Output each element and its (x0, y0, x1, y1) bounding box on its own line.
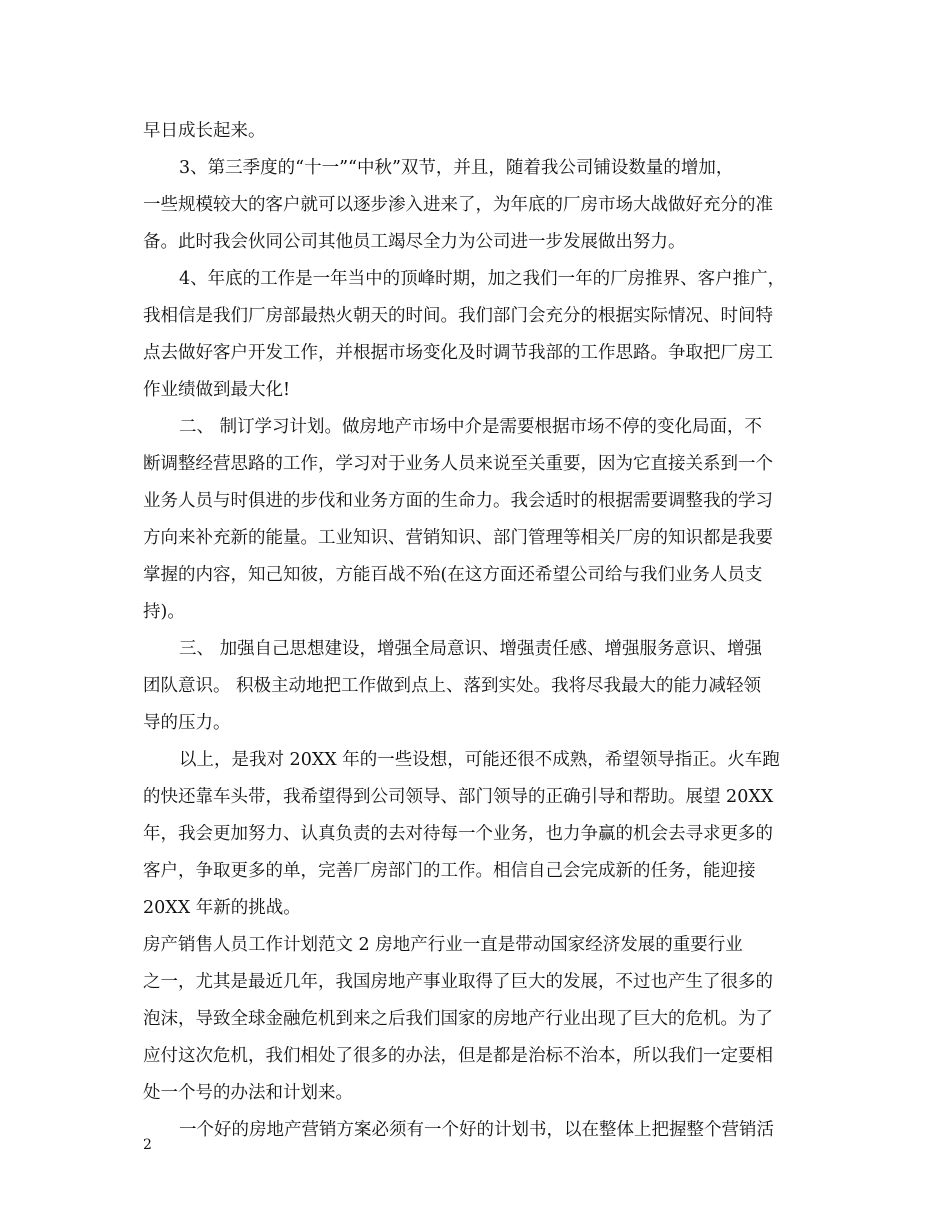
text-line: 一些规模较大的客户就可以逐步渗入进来了，为年底的厂房市场大战做好充分的准 (143, 195, 773, 215)
text-line: 之一，尤其是最近几年，我国房地产事业取得了巨大的发展，不过也产生了很多的 (143, 972, 773, 992)
text-line: 以上，是我对 20XX 年的一些设想，可能还很不成熟，希望领导指正。火车跑 (179, 750, 780, 770)
text-line: 处一个号的办法和计划来。 (143, 1083, 353, 1103)
text-line: 一个好的房地产营销方案必须有一个好的计划书，以在整体上把握整个营销活 (179, 1120, 774, 1140)
text-line: 掌握的内容，知己知彼，方能百战不殆(在这方面还希望公司给与我们业务人员支 (143, 565, 763, 585)
text-line: 早日成长起来。 (143, 121, 266, 141)
page-number: 2 (143, 1137, 152, 1153)
text-line: 团队意识。 积极主动地把工作做到点上、落到实处。我将尽我最大的能力减轻领 (143, 676, 762, 696)
text-line: 的快还靠车头带，我希望得到公司领导、部门领导的正确引导和帮助。展望 20XX (143, 787, 774, 807)
text-line: 断调整经营思路的工作，学习对于业务人员来说至关重要，因为它直接关系到一个 (143, 454, 773, 474)
text-line: 业务人员与时俱进的步伐和业务方面的生命力。我会适时的根据需要调整我的学习 (143, 491, 773, 511)
text-line: 作业绩做到最大化! (143, 380, 291, 400)
text-line: 点去做好客户开发工作，并根据市场变化及时调节我部的工作思路。争取把厂房工 (143, 343, 773, 363)
document-body (143, 113, 813, 1149)
text-line: 年，我会更加努力、认真负责的去对待每一个业务，也力争赢的机会去寻求更多的 (143, 824, 773, 844)
text-line: 方向来补充新的能量。工业知识、营销知识、部门管理等相关厂房的知识都是我要 (143, 528, 773, 548)
text-line: 我相信是我们厂房部最热火朝天的时间。我们部门会充分的根据实际情况、时间特 (143, 306, 773, 326)
text-line: 三、 加强自己思想建设，增强全局意识、增强责任感、增强服务意识、增强 (179, 639, 763, 659)
text-line: 4、年底的工作是一年当中的顶峰时期，加之我们一年的厂房推界、客户推广， (179, 269, 786, 289)
text-line: 客户，争取更多的单，完善厂房部门的工作。相信自己会完成新的任务，能迎接 (143, 861, 756, 881)
text-line: 应付这次危机，我们相处了很多的办法，但是都是治标不治本，所以我们一定要相 (143, 1046, 773, 1066)
text-line: 泡沫，导致全球金融危机到来之后我们国家的房地产行业出现了巨大的危机。为了 (143, 1009, 773, 1029)
text-line: 20XX 年新的挑战。 (143, 898, 301, 918)
text-line: 持)。 (143, 602, 185, 622)
text-line: 3、第三季度的“十一”“中秋”双节，并且，随着我公司铺设数量的增加， (179, 158, 734, 178)
text-line: 导的压力。 (143, 713, 231, 733)
text-line: 备。此时我会伙同公司其他员工竭尽全力为公司进一步发展做出努力。 (143, 232, 686, 252)
text-line: 二、 制订学习计划。做房地产市场中介是需要根据市场不停的变化局面，不 (179, 417, 763, 437)
text-line: 房产销售人员工作计划范文 2 房地产行业一直是带动国家经济发展的重要行业 (143, 935, 743, 955)
